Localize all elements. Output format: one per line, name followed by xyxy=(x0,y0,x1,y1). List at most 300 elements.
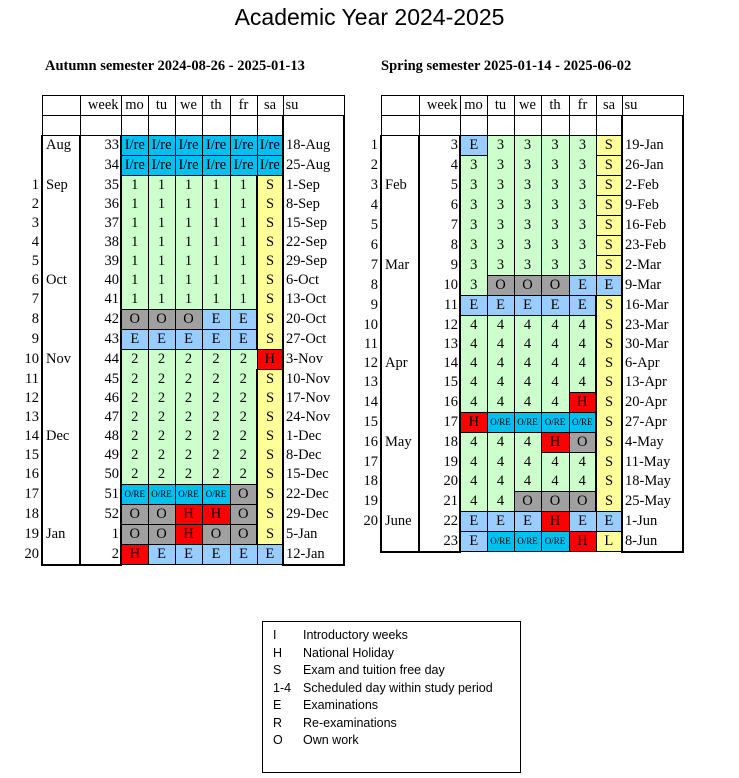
week-index: 9 xyxy=(370,297,378,313)
day-cell-th: 1 xyxy=(202,290,230,310)
day-cell-sa: S xyxy=(257,271,283,290)
day-cell-mo: 3 xyxy=(460,196,487,216)
week-index: 7 xyxy=(31,291,39,308)
week-number: 20 xyxy=(419,472,460,492)
day-cell-tu: 1 xyxy=(148,271,175,290)
day-cell-mo: 1 xyxy=(121,214,148,233)
day-cell-we: 3 xyxy=(514,156,541,176)
sunday-date: 11-May xyxy=(622,453,683,473)
week-blank xyxy=(80,116,121,136)
calendar-week-row xyxy=(339,236,683,256)
day-blank xyxy=(596,116,622,136)
day-cell-we: 3 xyxy=(514,136,541,156)
day-cell-th: 3 xyxy=(541,236,569,256)
day-cell-mo: 4 xyxy=(460,453,487,473)
month-label xyxy=(42,156,80,176)
sunday-date: 26-Jan xyxy=(622,156,683,176)
day-cell-sa: S xyxy=(596,296,622,316)
day-cell-mo: E xyxy=(460,136,487,156)
legend-label: Examinations xyxy=(303,698,379,712)
week-number: 13 xyxy=(419,335,460,354)
week-number: 43 xyxy=(80,330,121,350)
legend-key: E xyxy=(273,698,282,712)
day-cell-sa: E xyxy=(596,512,622,532)
week-number: 51 xyxy=(80,485,121,505)
calendar-week-row xyxy=(0,446,344,465)
sunday-date: 15-Dec xyxy=(283,465,344,485)
autumn-calendar-table xyxy=(0,95,345,566)
day-cell-th: 2 xyxy=(202,446,230,465)
day-blank xyxy=(569,116,596,136)
day-cell-mo: 3 xyxy=(460,236,487,256)
sunday-date: 12-Jan xyxy=(283,545,344,565)
day-cell-sa: I/re xyxy=(257,136,283,156)
day-cell-tu: E xyxy=(148,545,175,565)
day-cell-th: 4 xyxy=(541,472,569,492)
week-index: 2 xyxy=(31,196,39,212)
month-label: Dec xyxy=(42,427,80,446)
legend-item xyxy=(273,662,445,679)
sunday-date: 27-Oct xyxy=(283,330,344,350)
day-cell-th: I/re xyxy=(202,136,230,156)
day-cell-mo: O xyxy=(121,525,148,545)
day-cell-tu: 1 xyxy=(148,195,175,214)
week-index: 20 xyxy=(24,546,39,562)
sunday-blank xyxy=(283,116,344,136)
calendar-week-row xyxy=(0,427,344,446)
calendar-week-row xyxy=(0,233,344,252)
day-cell-th: 1 xyxy=(202,195,230,214)
day-cell-mo: 3 xyxy=(460,256,487,276)
day-cell-th: O xyxy=(202,525,230,545)
day-cell-tu: 4 xyxy=(487,492,514,512)
day-cell-mo: 1 xyxy=(121,290,148,310)
day-cell-fr: 1 xyxy=(230,271,257,290)
day-cell-th: 3 xyxy=(541,216,569,236)
week-number: 36 xyxy=(80,195,121,214)
calendar-week-row xyxy=(339,472,683,492)
spring-semester-heading: Spring semester 2025-01-14 - 2025-06-02 xyxy=(381,58,632,74)
week-number: 23 xyxy=(419,532,460,552)
day-cell-fr: O xyxy=(569,433,596,453)
blank-row xyxy=(0,116,344,136)
week-number: 14 xyxy=(419,354,460,373)
calendar-week-row xyxy=(339,216,683,236)
day-header-we: we xyxy=(175,96,202,116)
calendar-week-row xyxy=(0,195,344,214)
day-cell-mo: 1 xyxy=(121,233,148,252)
day-cell-th: O xyxy=(541,276,569,296)
day-header-tu: tu xyxy=(148,96,175,116)
sunday-date: 20-Apr xyxy=(622,393,683,413)
day-cell-mo: 1 xyxy=(121,176,148,196)
legend-key: H xyxy=(273,645,283,660)
sunday-header: su xyxy=(622,96,683,116)
day-cell-mo: H xyxy=(121,545,148,565)
day-cell-mo: 4 xyxy=(460,433,487,453)
week-index: 19 xyxy=(24,526,39,542)
day-cell-th: 2 xyxy=(202,465,230,485)
day-blank xyxy=(230,116,257,136)
day-cell-mo: 4 xyxy=(460,393,487,413)
day-cell-sa: S xyxy=(257,330,283,350)
day-cell-mo: 4 xyxy=(460,354,487,373)
legend-item xyxy=(273,697,378,714)
calendar-week-row xyxy=(0,545,344,565)
day-cell-sa: S xyxy=(596,216,622,236)
week-index: 13 xyxy=(363,374,378,391)
sunday-date: 4-May xyxy=(622,433,683,453)
day-cell-sa: H xyxy=(257,350,283,370)
week-index: 18 xyxy=(363,473,378,490)
row-number-blank xyxy=(339,116,381,136)
month-label xyxy=(381,413,419,433)
day-cell-we: 4 xyxy=(514,472,541,492)
calendar-week-row xyxy=(339,413,683,433)
calendar-week-row xyxy=(0,330,344,350)
day-cell-tu: 3 xyxy=(487,196,514,216)
day-cell-th: 2 xyxy=(202,408,230,427)
month-label: Feb xyxy=(381,176,419,196)
day-cell-we: 3 xyxy=(514,216,541,236)
calendar-week-row xyxy=(0,350,344,370)
week-index: 20 xyxy=(363,513,378,529)
day-cell-mo: 3 xyxy=(460,156,487,176)
sunday-date: 6-Oct xyxy=(283,271,344,290)
day-cell-mo: 2 xyxy=(121,350,148,370)
day-header-tu: tu xyxy=(487,96,514,116)
month-label: Nov xyxy=(42,350,80,370)
sunday-date: 29-Dec xyxy=(283,505,344,525)
sunday-date: 25-Aug xyxy=(283,156,344,176)
month-label xyxy=(42,252,80,271)
month-label xyxy=(381,316,419,336)
week-index: 18 xyxy=(24,506,39,522)
day-cell-fr: 2 xyxy=(230,408,257,427)
week-index: 14 xyxy=(363,394,378,410)
day-cell-tu: O xyxy=(148,505,175,525)
week-index: 9 xyxy=(31,331,39,347)
day-cell-fr: O xyxy=(569,492,596,512)
calendar-week-row xyxy=(339,393,683,413)
day-cell-mo: 4 xyxy=(460,316,487,336)
row-number-blank xyxy=(0,116,42,136)
month-label xyxy=(381,393,419,413)
day-cell-we: H xyxy=(175,525,202,545)
day-cell-sa: S xyxy=(257,505,283,525)
week-index: 5 xyxy=(31,253,39,269)
day-cell-we: E xyxy=(514,296,541,316)
day-cell-fr: E xyxy=(230,330,257,350)
sunday-date: 29-Sep xyxy=(283,252,344,271)
week-index: 2 xyxy=(370,157,378,173)
week-number: 12 xyxy=(419,316,460,336)
day-cell-we: E xyxy=(514,512,541,532)
day-cell-sa: S xyxy=(596,393,622,413)
day-blank xyxy=(148,116,175,136)
day-cell-we: 3 xyxy=(514,256,541,276)
day-cell-tu: O xyxy=(487,276,514,296)
day-cell-sa: S xyxy=(596,492,622,512)
day-cell-we: O/RE xyxy=(514,532,541,552)
legend-label: National Holiday xyxy=(303,645,395,660)
month-label xyxy=(42,195,80,214)
week-index xyxy=(0,156,42,176)
header-row xyxy=(0,96,344,116)
week-number: 10 xyxy=(419,276,460,296)
week-number: 9 xyxy=(419,256,460,276)
day-cell-we: 3 xyxy=(514,236,541,256)
month-label xyxy=(42,330,80,350)
day-blank xyxy=(202,116,230,136)
day-cell-mo: O xyxy=(121,310,148,330)
day-cell-th: 2 xyxy=(202,427,230,446)
month-label xyxy=(42,446,80,465)
sunday-date: 22-Dec xyxy=(283,485,344,505)
day-cell-th: E xyxy=(202,310,230,330)
legend-key: I xyxy=(273,628,277,642)
week-index: 8 xyxy=(370,277,378,293)
month-label: Mar xyxy=(381,256,419,276)
month-blank xyxy=(381,116,419,136)
week-index: 8 xyxy=(31,311,39,327)
day-cell-mo: 3 xyxy=(460,276,487,296)
day-cell-th: 2 xyxy=(202,389,230,408)
day-cell-mo: I/re xyxy=(121,156,148,176)
row-number-header xyxy=(0,96,42,116)
day-cell-we: 4 xyxy=(514,373,541,393)
week-index: 10 xyxy=(363,316,378,333)
week-blank xyxy=(419,116,460,136)
calendar-week-row xyxy=(339,492,683,512)
month-label xyxy=(381,532,419,552)
day-cell-we: H xyxy=(175,505,202,525)
day-cell-fr: H xyxy=(569,393,596,413)
day-cell-sa: S xyxy=(257,252,283,271)
sunday-date: 1-Sep xyxy=(283,176,344,196)
day-cell-fr: E xyxy=(569,512,596,532)
day-cell-fr: 3 xyxy=(569,136,596,156)
week-number: 1 xyxy=(80,525,121,545)
month-label xyxy=(42,233,80,252)
month-header xyxy=(381,96,419,116)
day-cell-sa: S xyxy=(257,446,283,465)
day-blank xyxy=(121,116,148,136)
sunday-date: 1-Dec xyxy=(283,427,344,446)
week-number: 40 xyxy=(80,271,121,290)
calendar-week-row xyxy=(339,316,683,336)
week-index: 1 xyxy=(31,176,39,193)
week-index: 17 xyxy=(363,453,378,470)
week-number: 33 xyxy=(80,136,121,156)
day-cell-we: 1 xyxy=(175,290,202,310)
legend-item xyxy=(273,715,397,732)
day-cell-th: 4 xyxy=(541,335,569,354)
sunday-date: 9-Feb xyxy=(622,196,683,216)
calendar-week-row xyxy=(339,276,683,296)
day-cell-we: 4 xyxy=(514,354,541,373)
day-cell-tu: 4 xyxy=(487,373,514,393)
week-number: 15 xyxy=(419,373,460,393)
day-blank xyxy=(514,116,541,136)
month-label: Oct xyxy=(42,271,80,290)
month-label xyxy=(42,408,80,427)
day-cell-tu: 2 xyxy=(148,389,175,408)
day-cell-tu: 2 xyxy=(148,408,175,427)
week-index: 14 xyxy=(24,428,39,444)
sunday-date: 6-Apr xyxy=(622,354,683,373)
day-cell-sa: S xyxy=(596,196,622,216)
day-cell-fr: 4 xyxy=(569,316,596,336)
day-cell-mo: O xyxy=(121,505,148,525)
day-cell-sa: S xyxy=(257,310,283,330)
day-cell-we: 1 xyxy=(175,252,202,271)
day-cell-we: 4 xyxy=(514,433,541,453)
calendar-week-row xyxy=(0,136,344,156)
day-cell-th: I/re xyxy=(202,156,230,176)
sunday-date: 23-Feb xyxy=(622,236,683,256)
week-number: 11 xyxy=(419,296,460,316)
day-cell-th: 3 xyxy=(541,176,569,196)
day-cell-mo: 2 xyxy=(121,465,148,485)
day-cell-we: 1 xyxy=(175,195,202,214)
legend-item xyxy=(273,645,394,662)
week-index xyxy=(0,136,42,156)
day-cell-fr: 1 xyxy=(230,290,257,310)
sunday-date: 15-Sep xyxy=(283,214,344,233)
week-number: 19 xyxy=(419,453,460,473)
calendar-week-row xyxy=(0,505,344,525)
day-cell-fr: I/re xyxy=(230,156,257,176)
month-label xyxy=(381,335,419,354)
day-cell-fr: E xyxy=(569,296,596,316)
day-cell-th: H xyxy=(541,433,569,453)
day-cell-we: 4 xyxy=(514,393,541,413)
day-cell-th: 3 xyxy=(541,156,569,176)
week-number: 4 xyxy=(419,156,460,176)
day-cell-tu: 1 xyxy=(148,214,175,233)
day-cell-we: E xyxy=(175,545,202,565)
day-cell-sa: S xyxy=(596,335,622,354)
day-cell-tu: O xyxy=(148,310,175,330)
day-cell-fr: 2 xyxy=(230,427,257,446)
calendar-week-row xyxy=(0,252,344,271)
day-cell-sa: S xyxy=(596,256,622,276)
day-cell-tu: 4 xyxy=(487,472,514,492)
day-cell-we: 2 xyxy=(175,370,202,390)
header-row xyxy=(339,96,683,116)
day-header-mo: mo xyxy=(121,96,148,116)
calendar-week-row xyxy=(0,271,344,290)
sunday-date: 22-Sep xyxy=(283,233,344,252)
sunday-date: 8-Jun xyxy=(622,532,683,552)
day-header-fr: fr xyxy=(569,96,596,116)
day-cell-tu: 4 xyxy=(487,453,514,473)
sunday-blank xyxy=(622,116,683,136)
week-number: 42 xyxy=(80,310,121,330)
month-label xyxy=(381,236,419,256)
sunday-date: 19-Jan xyxy=(622,136,683,156)
legend-label: Exam and tuition free day xyxy=(303,663,445,677)
month-header xyxy=(42,96,80,116)
day-cell-fr: 2 xyxy=(230,389,257,408)
day-cell-mo: 4 xyxy=(460,335,487,354)
day-cell-mo: 1 xyxy=(121,271,148,290)
week-number: 46 xyxy=(80,389,121,408)
day-cell-fr: 1 xyxy=(230,176,257,196)
day-cell-sa: S xyxy=(257,408,283,427)
week-number: 3 xyxy=(419,136,460,156)
day-cell-tu: 4 xyxy=(487,335,514,354)
calendar-week-row xyxy=(0,485,344,505)
day-cell-sa: S xyxy=(257,176,283,196)
week-index: 13 xyxy=(24,409,39,425)
day-cell-fr: 3 xyxy=(569,196,596,216)
month-label: Sep xyxy=(42,176,80,196)
week-header: week xyxy=(80,96,121,116)
day-cell-fr: 3 xyxy=(569,256,596,276)
day-cell-mo: 2 xyxy=(121,370,148,390)
calendar-week-row xyxy=(339,532,683,552)
day-cell-fr: 4 xyxy=(569,373,596,393)
week-index: 15 xyxy=(363,414,378,430)
spring-calendar-table xyxy=(339,95,684,553)
month-label xyxy=(381,136,419,156)
day-cell-we: 2 xyxy=(175,427,202,446)
week-index: 4 xyxy=(31,234,39,250)
sunday-date: 2-Feb xyxy=(622,176,683,196)
day-header-th: th xyxy=(541,96,569,116)
day-cell-th: 1 xyxy=(202,271,230,290)
day-cell-th: 4 xyxy=(541,354,569,373)
day-cell-th: 3 xyxy=(541,136,569,156)
week-number: 48 xyxy=(80,427,121,446)
day-cell-sa: S xyxy=(257,525,283,545)
day-cell-mo: E xyxy=(460,296,487,316)
day-blank xyxy=(257,116,283,136)
week-number: 35 xyxy=(80,176,121,196)
sunday-date: 30-Mar xyxy=(622,335,683,354)
day-cell-sa: S xyxy=(596,354,622,373)
day-cell-th: 1 xyxy=(202,214,230,233)
day-cell-sa: S xyxy=(596,373,622,393)
day-cell-sa: S xyxy=(257,195,283,214)
day-cell-mo: H xyxy=(460,413,487,433)
day-cell-th: 2 xyxy=(202,370,230,390)
day-cell-th: 1 xyxy=(202,176,230,196)
day-cell-sa: S xyxy=(257,233,283,252)
month-label: Aug xyxy=(42,136,80,156)
day-cell-tu: O/RE xyxy=(148,485,175,505)
day-cell-tu: 1 xyxy=(148,252,175,271)
week-index: 16 xyxy=(24,466,39,483)
day-cell-fr: 1 xyxy=(230,214,257,233)
day-cell-tu: 1 xyxy=(148,176,175,196)
day-cell-we: 1 xyxy=(175,214,202,233)
legend-key: R xyxy=(273,715,283,730)
sunday-date: 16-Mar xyxy=(622,296,683,316)
month-label: June xyxy=(381,512,419,532)
day-cell-th: 2 xyxy=(202,350,230,370)
week-number: 5 xyxy=(419,176,460,196)
legend-key: 1-4 xyxy=(273,680,292,695)
day-cell-sa: L xyxy=(596,532,622,552)
week-number: 44 xyxy=(80,350,121,370)
calendar-week-row xyxy=(339,512,683,532)
day-cell-sa: S xyxy=(596,453,622,473)
week-number: 7 xyxy=(419,216,460,236)
week-index: 19 xyxy=(363,493,378,509)
